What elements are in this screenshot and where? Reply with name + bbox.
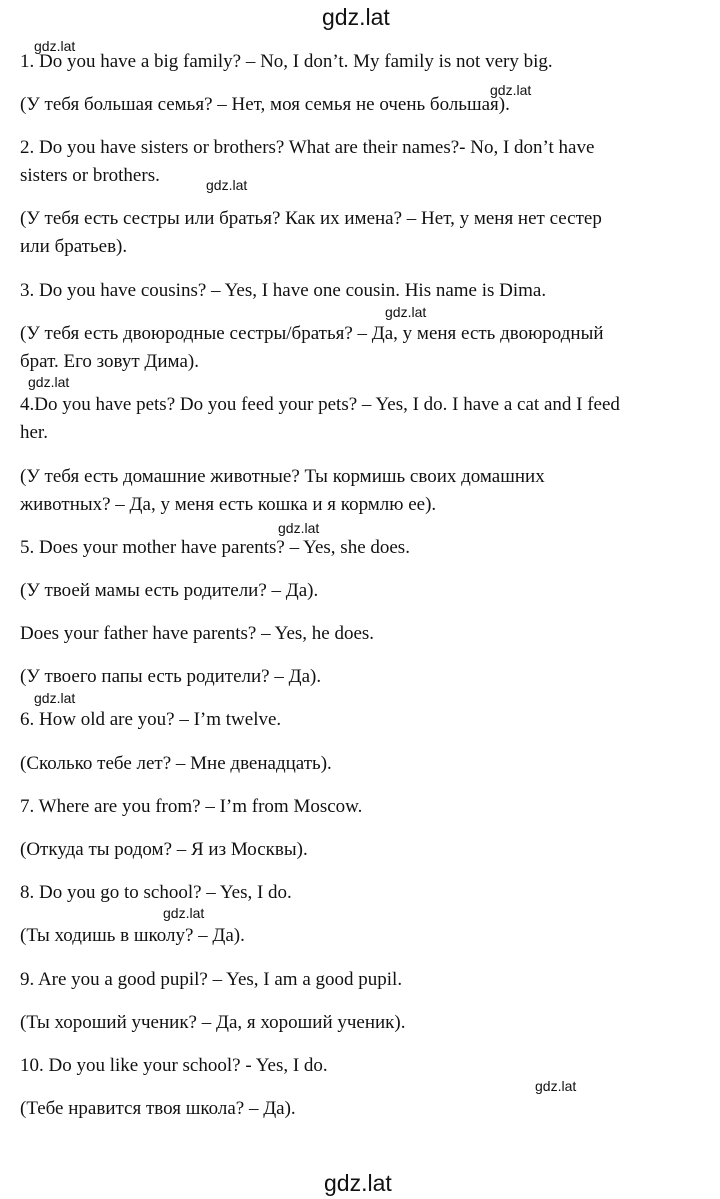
text-line: 2. Do you have sisters or brothers? What are their names?- No, I don’t have: [20, 137, 595, 158]
text-line: 3. Do you have cousins? – Yes, I have one cousin. His name is Dima.: [20, 280, 547, 301]
text-line: 4.Do you have pets? Do you feed your pets? – Yes, I do. I have a cat and I feed: [20, 394, 620, 415]
text-line: 10. Do you like your school? - Yes, I do.: [20, 1055, 328, 1076]
text-line: (Тебе нравится твоя школа? – Да).: [20, 1098, 296, 1119]
text-line: 8. Do you go to school? – Yes, I do.: [20, 882, 292, 903]
text-line: 9. Are you a good pupil? – Yes, I am a good pupil.: [20, 969, 403, 990]
text-line: 5. Does your mother have parents? – Yes, she does.: [20, 537, 410, 558]
watermark: gdz.lat: [206, 177, 248, 193]
text-line: (У тебя есть домашние животные? Ты кормишь своих домашних: [20, 466, 545, 487]
text-line: (Откуда ты родом? – Я из Москвы).: [20, 839, 308, 860]
watermark: gdz.lat: [28, 374, 70, 390]
watermark-bottom: gdz.lat: [324, 1170, 392, 1196]
text-line: животных? – Да, у меня есть кошка и я кормлю ее).: [20, 494, 437, 515]
text-line: брат. Его зовут Дима).: [20, 351, 199, 372]
text-line: (У твоей мамы есть родители? – Да).: [20, 580, 319, 601]
watermark: gdz.lat: [34, 38, 76, 54]
text-line: или братьев).: [20, 236, 128, 257]
text-line: (Сколько тебе лет? – Мне двенадцать).: [20, 753, 332, 774]
watermark: gdz.lat: [163, 905, 205, 921]
text-line: sisters or brothers.: [20, 165, 160, 186]
text-line: 7. Where are you from? – I’m from Moscow.: [20, 796, 363, 817]
text-line: 6. How old are you? – I’m twelve.: [20, 709, 282, 730]
text-line: 1. Do you have a big family? – No, I don’t. My family is not very big.: [20, 51, 553, 72]
text-line: (У тебя большая семья? – Нет, моя семья не очень большая).: [20, 94, 510, 115]
text-line: (У тебя есть двоюродные сестры/братья? – Да, у меня есть двоюродный: [20, 323, 604, 344]
text-line: her.: [20, 422, 48, 443]
text-line: (Ты хороший ученик? – Да, я хороший ученик).: [20, 1012, 406, 1033]
watermark: gdz.lat: [490, 82, 532, 98]
text-line: (У твоего папы есть родители? – Да).: [20, 666, 322, 687]
watermark: gdz.lat: [535, 1078, 577, 1094]
watermark: gdz.lat: [385, 304, 427, 320]
text-line: (Ты ходишь в школу? – Да).: [20, 925, 245, 946]
watermark-top: gdz.lat: [322, 4, 390, 30]
watermark: gdz.lat: [34, 690, 76, 706]
watermark: gdz.lat: [278, 520, 320, 536]
text-line: Does your father have parents? – Yes, he does.: [20, 623, 375, 644]
text-line: (У тебя есть сестры или братья? Как их имена? – Нет, у меня нет сестер: [20, 208, 602, 229]
